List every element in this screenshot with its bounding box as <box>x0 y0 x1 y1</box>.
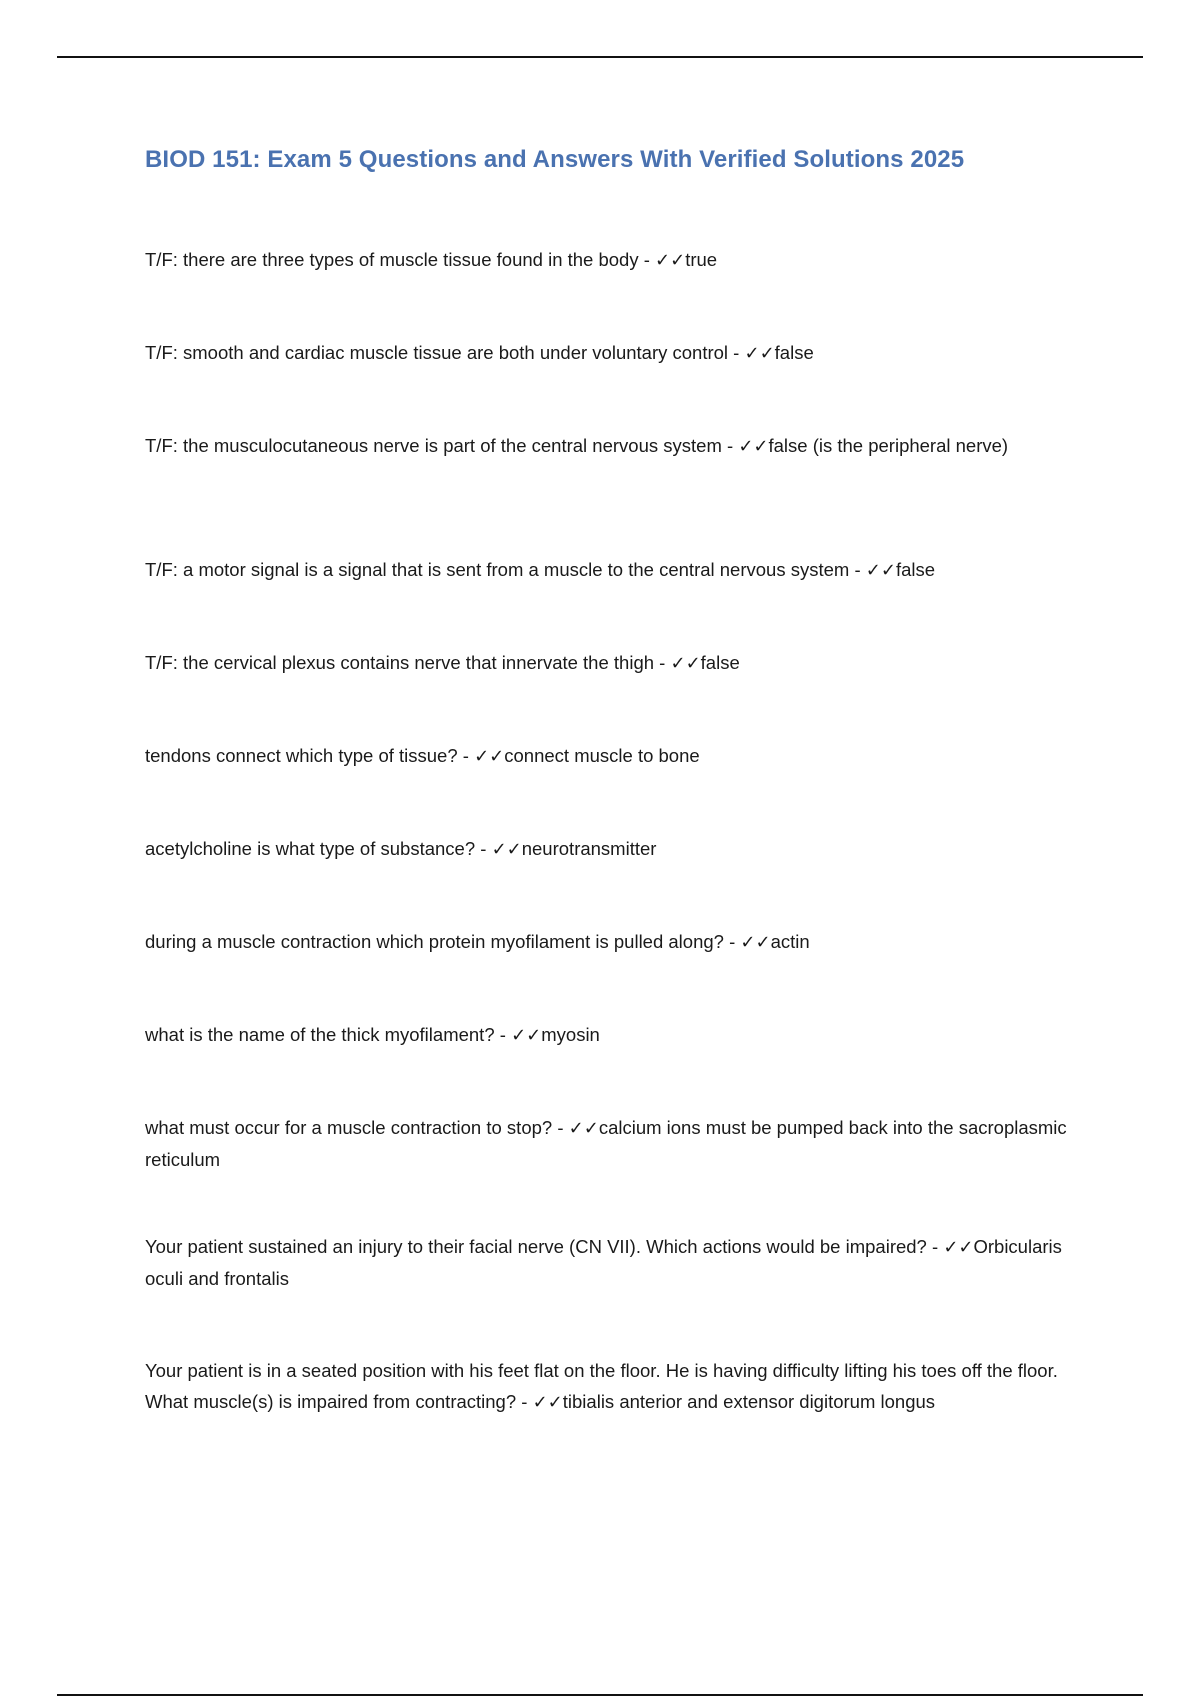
answer-text: connect muscle to bone <box>504 745 700 766</box>
double-check-icon: ✓✓ <box>474 746 505 767</box>
separator: - <box>728 342 745 363</box>
answer-text: false <box>774 342 814 363</box>
separator: - <box>849 559 866 580</box>
separator: - <box>723 931 741 952</box>
answer-text: calcium ions must be pumped back into the sacroplasmic reticulum <box>145 1117 1067 1170</box>
answer-text: myosin <box>541 1024 600 1045</box>
separator: - <box>638 249 656 270</box>
qa-item <box>145 554 1095 586</box>
answer-text: actin <box>770 931 810 952</box>
answer-text: neurotransmitter <box>521 838 657 859</box>
question-text: T/F: the musculocutaneous nerve is part of the central nervous system <box>145 435 722 456</box>
question-text: tendons connect which type of tissue? <box>145 745 458 766</box>
answer-text: true <box>685 249 718 270</box>
question-text: T/F: the cervical plexus contains nerve that innervate the thigh <box>145 652 655 673</box>
double-check-icon: ✓✓ <box>740 932 771 953</box>
qa-item <box>145 430 1095 462</box>
qa-item <box>145 244 1095 276</box>
question-text: T/F: there are three types of muscle tissue found in the body <box>145 249 639 270</box>
separator: - <box>654 652 671 673</box>
qa-item <box>145 1019 1095 1051</box>
separator: - <box>494 1024 512 1045</box>
double-check-icon: ✓✓ <box>532 1392 563 1413</box>
separator: - <box>516 1391 533 1412</box>
double-check-icon: ✓✓ <box>655 250 686 271</box>
answer-text: false <box>895 559 936 580</box>
qa-item <box>145 647 1095 679</box>
question-text: Your patient is in a seated position with his feet flat on the floor. He is having difficulty lifting his toes off the floor. What muscle(s) is impaired from contracting? <box>145 1360 1058 1412</box>
double-check-icon: ✓✓ <box>670 653 701 674</box>
qa-item <box>145 833 1095 865</box>
double-check-icon: ✓✓ <box>738 436 769 457</box>
question-text: T/F: smooth and cardiac muscle tissue are both under voluntary control <box>145 342 729 363</box>
question-text: during a muscle contraction which protein myofilament is pulled along? <box>145 931 724 952</box>
answer-text: false (is the peripheral nerve) <box>768 435 1009 456</box>
double-check-icon: ✓✓ <box>511 1025 542 1046</box>
answer-text: tibialis anterior and extensor digitorum longus <box>562 1391 936 1412</box>
question-text: T/F: a motor signal is a signal that is sent from a muscle to the central nervous system <box>145 559 850 580</box>
double-check-icon: ✓✓ <box>865 560 896 581</box>
question-text: what is the name of the thick myofilament? <box>145 1024 495 1045</box>
double-check-icon: ✓✓ <box>491 839 522 860</box>
qa-item <box>145 926 1095 958</box>
answer-text: Orbicularis oculi and frontalis <box>145 1236 1062 1289</box>
question-text: Your patient sustained an injury to their facial nerve (CN VII). Which actions would be impaired? <box>145 1236 927 1257</box>
question-text: what must occur for a muscle contraction to stop? <box>145 1117 553 1138</box>
double-check-icon: ✓✓ <box>943 1237 974 1258</box>
question-text: acetylcholine is what type of substance? <box>145 838 476 859</box>
answer-text: false <box>700 652 740 673</box>
qa-item <box>145 1355 1095 1418</box>
header-rule <box>57 56 1143 58</box>
double-check-icon: ✓✓ <box>744 343 775 364</box>
separator: - <box>475 838 492 859</box>
separator: - <box>926 1236 944 1257</box>
qa-item <box>145 1231 1095 1294</box>
separator: - <box>552 1117 569 1138</box>
separator: - <box>721 435 739 456</box>
qa-item <box>145 337 1095 369</box>
double-check-icon: ✓✓ <box>568 1118 599 1139</box>
qa-item <box>145 1112 1095 1175</box>
qa-item <box>145 740 1095 772</box>
footer-rule <box>57 1694 1143 1696</box>
document-title: BIOD 151: Exam 5 Questions and Answers With Verified Solutions 2025 <box>145 146 965 173</box>
separator: - <box>457 745 475 766</box>
